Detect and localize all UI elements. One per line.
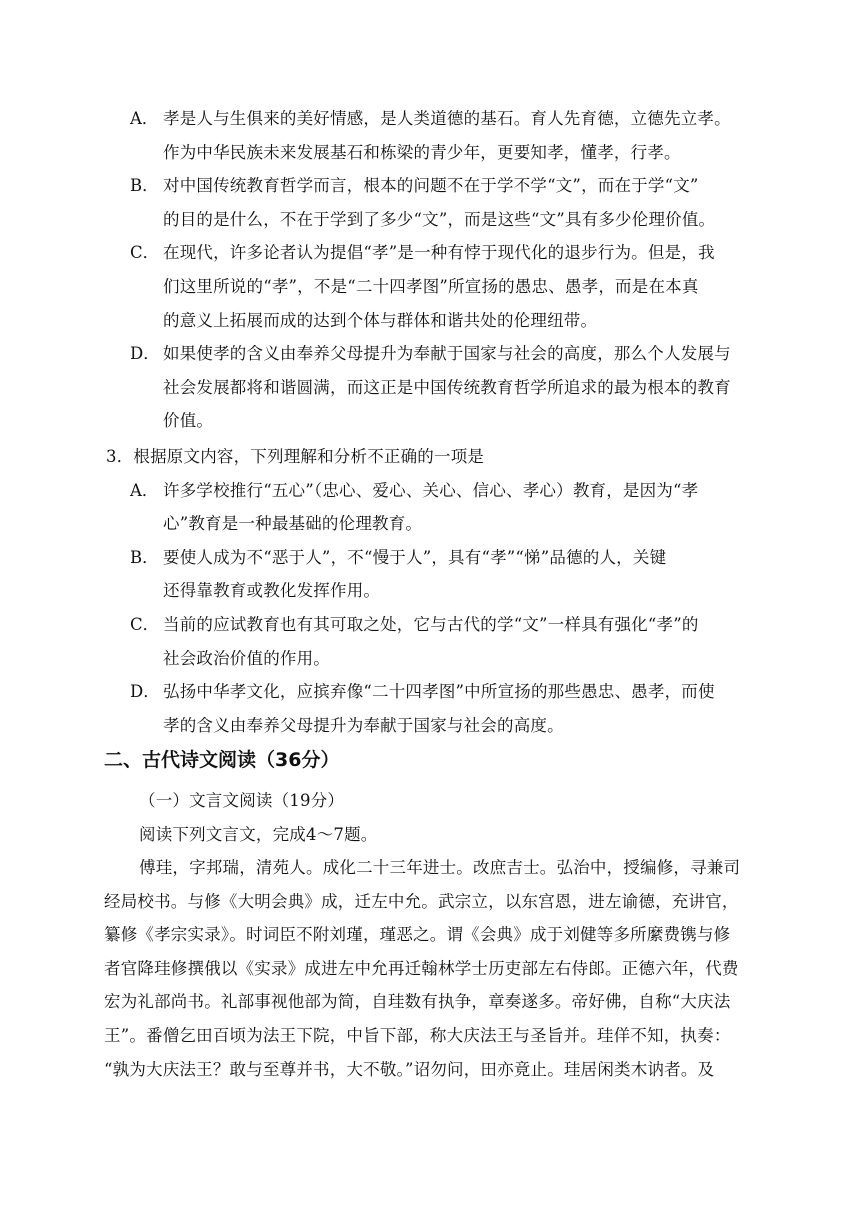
- option-text-line: 如果使孝的含义由奉养父母提升为奉献于国家与社会的高度，那么个人发展与: [163, 344, 731, 364]
- option-label: D．: [130, 682, 160, 702]
- option-text-line: 当前的应试教育也有其可取之处，它与古代的学“文”一样具有强化“孝”的: [163, 615, 699, 634]
- option-text-line: 孝的含义由奉养父母提升为奉献于国家与社会的高度。: [163, 715, 564, 735]
- option-text-line: 社会发展都将和谐圆满，而这正是中国传统教育哲学所追求的最为根本的教育: [163, 377, 731, 397]
- option-label: C．: [130, 615, 160, 634]
- option-label: D．: [130, 344, 160, 364]
- passage-line: 者官降珪修撰俄以《实录》成进左中允再迁翰林学士历吏部左右侍郎。正德六年，代费: [104, 958, 739, 978]
- option-text-line: 们这里所说的“孝”，不是“二十四孝图”所宣扬的愚忠、愚孝，而是在本真: [163, 277, 699, 296]
- passage-line: 宏为礼部尚书。礼部事视他部为简，自珪数有执争，章奏遂多。帝好佛，自称“大庆法: [104, 992, 731, 1012]
- section-heading: 二、古代诗文阅读（36分）: [104, 749, 340, 771]
- passage-line: 傅珪，字邦瑞，清苑人。成化二十三年进士。改庶吉士。弘治中，授编修，寻兼司: [139, 858, 741, 877]
- option-text-line: 价值。: [163, 411, 214, 431]
- option-label: A．: [130, 480, 159, 500]
- option-text-line: 孝是人与生俱来的美好情感，是人类道德的基石。育人先育德，立德先立孝。: [163, 109, 731, 128]
- option-text-line: 在现代，许多论者认为提倡“孝”是一种有悖于现代化的退步行为。但是，我: [163, 243, 715, 263]
- option-label: C．: [130, 243, 160, 263]
- option-text-line: 的目的是什么，不在于学到了多少“文”，而是这些“文”具有多少伦理价值。: [163, 209, 716, 229]
- subsection-heading: （一）文言文阅读（19分）: [139, 791, 345, 810]
- passage-line: 王”。番僧乞田百顷为法王下院，中旨下部，称大庆法王与圣旨并。珪佯不知，执奏：: [104, 1026, 731, 1045]
- option-label: A．: [130, 109, 159, 128]
- option-text-line: 弘扬中华孝文化，应摈弃像“二十四孝图”中所宣扬的那些愚忠、愚孝，而使: [163, 682, 715, 702]
- option-text-line: 许多学校推行“五心”（忠心、爱心、关心、信心、孝心）教育，是因为“孝: [163, 480, 699, 500]
- instruction-text: 阅读下列文言文，完成4～7题。: [139, 825, 378, 844]
- option-text-line: 心”教育是一种最基础的伦理教育。: [163, 514, 423, 534]
- option-text-line: 作为中华民族未来发展基石和栋梁的青少年，更要知孝，懂孝，行孝。: [163, 142, 681, 162]
- option-text-line: 要使人成为不“恶于人”，不“慢于人”，具有“孝”“悌”品德的人，关键: [163, 547, 667, 567]
- option-text-line: 的意义上拓展而成的达到个体与群体和谐共处的伦理纽带。: [163, 310, 598, 330]
- option-text-line: 社会政治价值的作用。: [163, 648, 330, 668]
- question-stem: 3．根据原文内容，下列理解和分析不正确的一项是: [106, 447, 485, 466]
- passage-line: 经局校书。与修《大明会典》成，迁左中允。武宗立，以东宫恩，进左谕德，充讲官，: [104, 891, 739, 911]
- passage-line: 纂修《孝宗实录》。时词臣不附刘瑾，瑾恶之。谓《会典》成于刘健等多所縻费镌与修: [104, 925, 731, 945]
- option-text-line: 对中国传统教育哲学而言，根本的问题不在于学不学“文”，而在于学“文”: [163, 176, 699, 196]
- passage-line: “孰为大庆法王？敢与至尊并书，大不敬。”诏勿问，田亦竟止。珪居闲类木讷者。及: [104, 1059, 715, 1079]
- option-label: B．: [130, 176, 159, 196]
- option-text-line: 还得靠教育或教化发挥作用。: [163, 581, 381, 601]
- option-label: B．: [130, 547, 159, 567]
